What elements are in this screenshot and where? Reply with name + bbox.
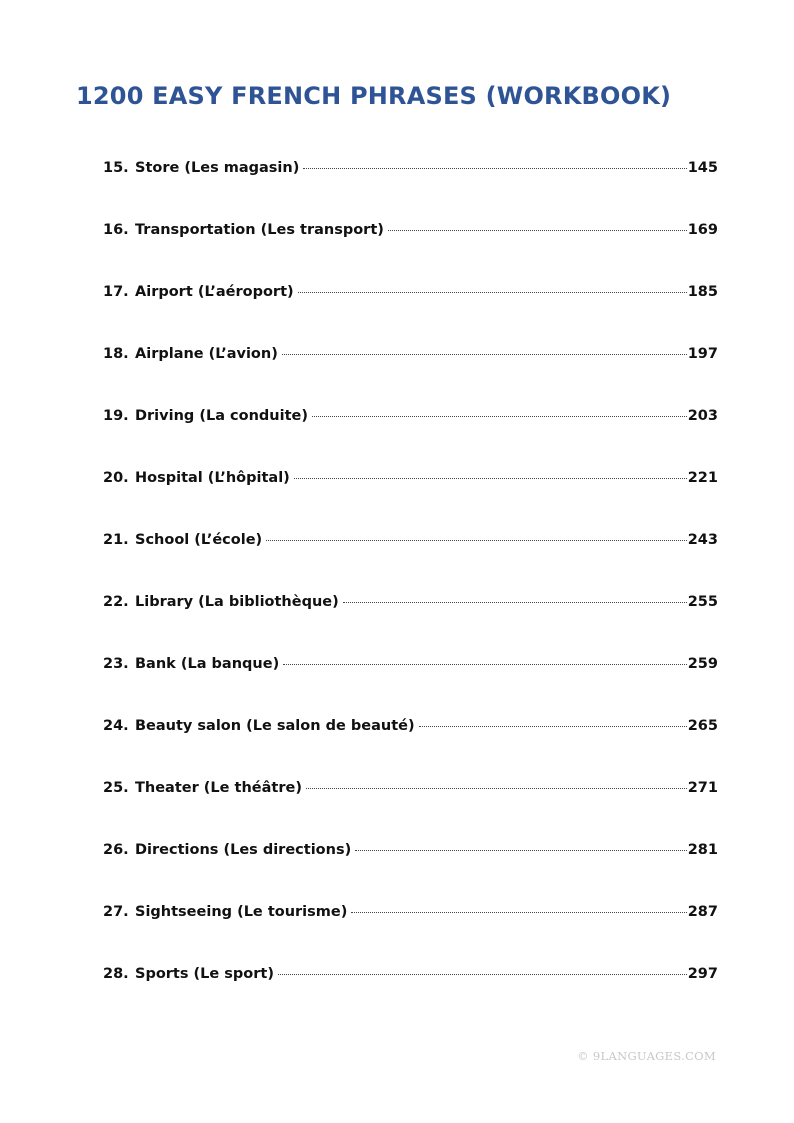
toc-entry-page: 271 (687, 780, 718, 796)
toc-entry-number: 15. (103, 160, 129, 176)
dot-leader (282, 353, 687, 355)
dot-leader (303, 167, 686, 169)
toc-entry-number: 16. (103, 222, 129, 238)
toc-entry-page: 265 (687, 718, 718, 734)
toc-entry-page: 221 (687, 470, 718, 486)
toc-entry[interactable] (103, 532, 718, 556)
dot-leader (266, 539, 687, 541)
toc-entry-page: 255 (687, 594, 718, 610)
toc-entry-number: 24. (103, 718, 129, 734)
toc-entry-page: 259 (687, 656, 718, 672)
toc-entry-number: 28. (103, 966, 129, 982)
toc-entry-page: 145 (687, 160, 718, 176)
toc-entry[interactable] (103, 594, 718, 618)
toc-entry-title: Airport (L’aéroport) (135, 284, 294, 300)
toc-entry-number: 22. (103, 594, 129, 610)
toc-entry-title: Directions (Les directions) (135, 842, 352, 858)
toc-entry[interactable] (103, 780, 718, 804)
toc-entry-title: Library (La bibliothèque) (135, 594, 339, 610)
toc-entry[interactable] (103, 222, 718, 246)
toc-entry-number: 23. (103, 656, 129, 672)
toc-entry-title: Sports (Le sport) (135, 966, 274, 982)
toc-entry-title: Airplane (L’avion) (135, 346, 278, 362)
toc-entry[interactable] (103, 470, 718, 494)
dot-leader (294, 477, 687, 479)
toc-entry-number: 18. (103, 346, 129, 362)
dot-leader (306, 787, 687, 789)
toc-entry[interactable] (103, 656, 718, 680)
toc-entry[interactable] (103, 346, 718, 370)
toc-entry-title: School (L’école) (135, 532, 263, 548)
toc-entry[interactable] (103, 718, 718, 742)
toc-entry[interactable] (103, 904, 718, 928)
toc-entry-title: Beauty salon (Le salon de beauté) (135, 718, 415, 734)
toc-entry[interactable] (103, 842, 718, 866)
toc-entry[interactable] (103, 966, 718, 990)
toc-entry-page: 287 (687, 904, 718, 920)
dot-leader (419, 725, 687, 727)
toc-entry-number: 19. (103, 408, 129, 424)
page-title: 1200 EASY FRENCH PHRASES (WORKBOOK) (76, 82, 672, 110)
toc-entry-page: 281 (687, 842, 718, 858)
copyright-watermark: © 9LANGUAGES.COM (577, 1049, 716, 1063)
toc-entry-number: 25. (103, 780, 129, 796)
toc-entry[interactable] (103, 160, 718, 184)
toc-entry-number: 27. (103, 904, 129, 920)
toc-entry-number: 21. (103, 532, 129, 548)
dot-leader (278, 973, 687, 975)
toc-entry-title: Sightseeing (Le tourisme) (135, 904, 348, 920)
toc-entry-page: 203 (687, 408, 718, 424)
toc-entry[interactable] (103, 408, 718, 432)
dot-leader (283, 663, 687, 665)
toc-entry-title: Driving (La conduite) (135, 408, 308, 424)
toc-entry-number: 26. (103, 842, 129, 858)
toc-entry-number: 20. (103, 470, 129, 486)
dot-leader (388, 229, 687, 231)
dot-leader (351, 911, 686, 913)
toc-entry[interactable] (103, 284, 718, 308)
toc-entry-title: Hospital (L’hôpital) (135, 470, 290, 486)
toc-entry-page: 197 (687, 346, 718, 362)
toc-entry-page: 243 (687, 532, 718, 548)
toc-entry-page: 185 (687, 284, 718, 300)
dot-leader (298, 291, 687, 293)
dot-leader (312, 415, 687, 417)
toc-entry-title: Theater (Le théâtre) (135, 780, 302, 796)
toc-entry-page: 169 (687, 222, 718, 238)
toc-entry-title: Bank (La banque) (135, 656, 280, 672)
toc-entry-page: 297 (687, 966, 718, 982)
dot-leader (343, 601, 687, 603)
toc-entry-title: Store (Les magasin) (135, 160, 300, 176)
toc-entry-number: 17. (103, 284, 129, 300)
dot-leader (355, 849, 687, 851)
toc-entry-title: Transportation (Les transport) (135, 222, 384, 238)
